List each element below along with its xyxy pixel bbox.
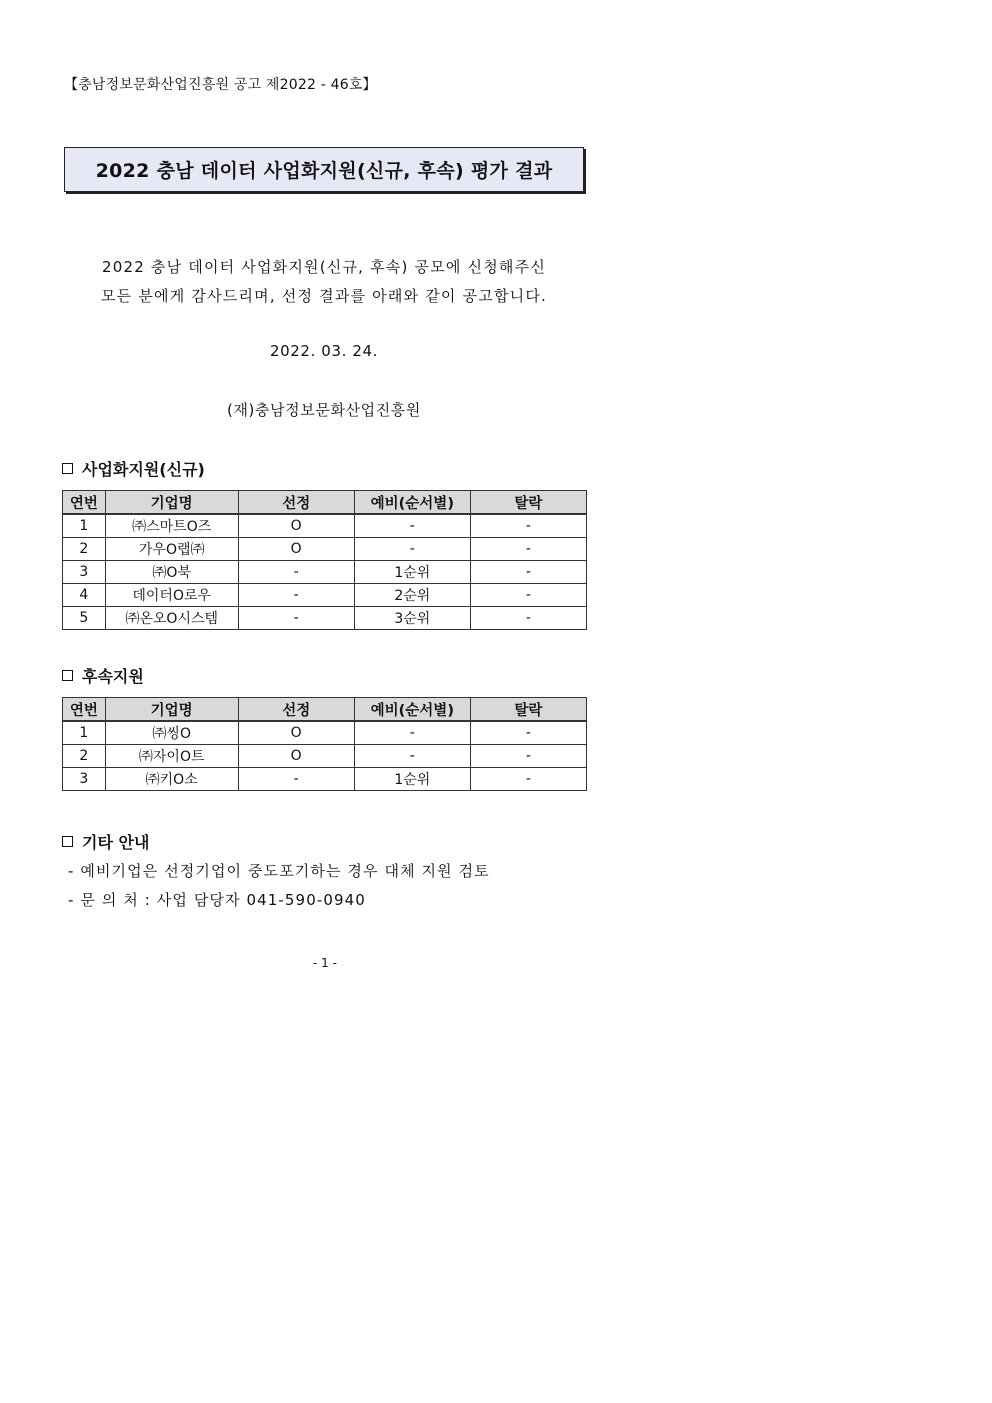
notice-number: 【충남정보문화산업진흥원 공고 제2022 - 46호】 xyxy=(64,77,377,93)
cell-reserve: - xyxy=(354,745,470,768)
table-row xyxy=(63,607,587,630)
cell-reserve: - xyxy=(354,721,470,745)
issuer-name: (재)충남정보문화산업진흥원 xyxy=(227,401,421,419)
cell-reserve: - xyxy=(354,514,470,538)
section-heading-etc xyxy=(62,830,149,853)
section-heading-followup-label: 후속지원 xyxy=(82,667,144,686)
cell-company: ㈜씽O xyxy=(105,721,238,745)
cell-rejected: - xyxy=(470,745,586,768)
column-header-reserve: 예비(순서별) xyxy=(354,491,470,515)
section-heading-new-label: 사업화지원(신규) xyxy=(82,460,205,479)
column-header-no: 연번 xyxy=(63,698,106,722)
cell-rejected: - xyxy=(470,607,586,630)
cell-rejected: - xyxy=(470,721,586,745)
cell-reserve: 1순위 xyxy=(354,768,470,791)
cell-rejected: - xyxy=(470,768,586,791)
table-row xyxy=(63,721,587,745)
cell-company: ㈜자이O트 xyxy=(105,745,238,768)
cell-company: ㈜온오O시스템 xyxy=(105,607,238,630)
cell-selected: - xyxy=(238,607,354,630)
cell-rejected: - xyxy=(470,561,586,584)
cell-selected: O xyxy=(238,514,354,538)
column-header-selected: 선정 xyxy=(238,491,354,515)
page-number: - 1 - xyxy=(313,956,337,970)
cell-company: ㈜스마트O즈 xyxy=(105,514,238,538)
cell-selected: - xyxy=(238,768,354,791)
cell-rejected: - xyxy=(470,538,586,561)
table-row xyxy=(63,584,587,607)
cell-no: 3 xyxy=(63,561,106,584)
followup-support-table xyxy=(62,697,587,791)
cell-no: 3 xyxy=(63,768,106,791)
checkbox-square-icon xyxy=(62,463,73,474)
cell-reserve: - xyxy=(354,538,470,561)
cell-no: 2 xyxy=(63,538,106,561)
column-header-selected: 선정 xyxy=(238,698,354,722)
cell-selected: O xyxy=(238,745,354,768)
cell-no: 5 xyxy=(63,607,106,630)
table-row xyxy=(63,561,587,584)
etc-note-reserve: - 예비기업은 선정기업이 중도포기하는 경우 대체 지원 검토 xyxy=(68,862,490,880)
cell-company: ㈜키O소 xyxy=(105,768,238,791)
cell-rejected: - xyxy=(470,514,586,538)
table-header-row xyxy=(63,698,587,722)
table-row xyxy=(63,745,587,768)
cell-selected: - xyxy=(238,561,354,584)
cell-no: 1 xyxy=(63,721,106,745)
table-row xyxy=(63,538,587,561)
column-header-company: 기업명 xyxy=(105,698,238,722)
cell-no: 1 xyxy=(63,514,106,538)
cell-reserve: 2순위 xyxy=(354,584,470,607)
section-heading-etc-label: 기타 안내 xyxy=(82,833,150,852)
table-row xyxy=(63,768,587,791)
column-header-no: 연번 xyxy=(63,491,106,515)
cell-company: 가우O랩㈜ xyxy=(105,538,238,561)
intro-line-1: 2022 충남 데이터 사업화지원(신규, 후속) 공모에 신청해주신 xyxy=(101,258,547,276)
cell-no: 4 xyxy=(63,584,106,607)
section-heading-new xyxy=(62,457,205,480)
table-row xyxy=(63,514,587,538)
cell-selected: O xyxy=(238,721,354,745)
cell-selected: O xyxy=(238,538,354,561)
checkbox-square-icon xyxy=(62,670,73,681)
cell-reserve: 1순위 xyxy=(354,561,470,584)
cell-rejected: - xyxy=(470,584,586,607)
column-header-reserve: 예비(순서별) xyxy=(354,698,470,722)
column-header-company: 기업명 xyxy=(105,491,238,515)
etc-note-contact: - 문 의 처 : 사업 담당자 041-590-0940 xyxy=(68,891,366,909)
column-header-rejected: 탈락 xyxy=(470,491,586,515)
cell-reserve: 3순위 xyxy=(354,607,470,630)
cell-no: 2 xyxy=(63,745,106,768)
page-title: 2022 충남 데이터 사업화지원(신규, 후속) 평가 결과 xyxy=(95,160,553,182)
title-box xyxy=(64,147,584,192)
cell-selected: - xyxy=(238,584,354,607)
intro-line-2: 모든 분에게 감사드리며, 선정 결과를 아래와 같이 공고합니다. xyxy=(101,287,547,305)
column-header-rejected: 탈락 xyxy=(470,698,586,722)
new-support-table xyxy=(62,490,587,630)
checkbox-square-icon xyxy=(62,836,73,847)
section-heading-followup xyxy=(62,664,144,687)
table-header-row xyxy=(63,491,587,515)
cell-company: ㈜O북 xyxy=(105,561,238,584)
cell-company: 데이터O로우 xyxy=(105,584,238,607)
announcement-date: 2022. 03. 24. xyxy=(270,342,378,360)
